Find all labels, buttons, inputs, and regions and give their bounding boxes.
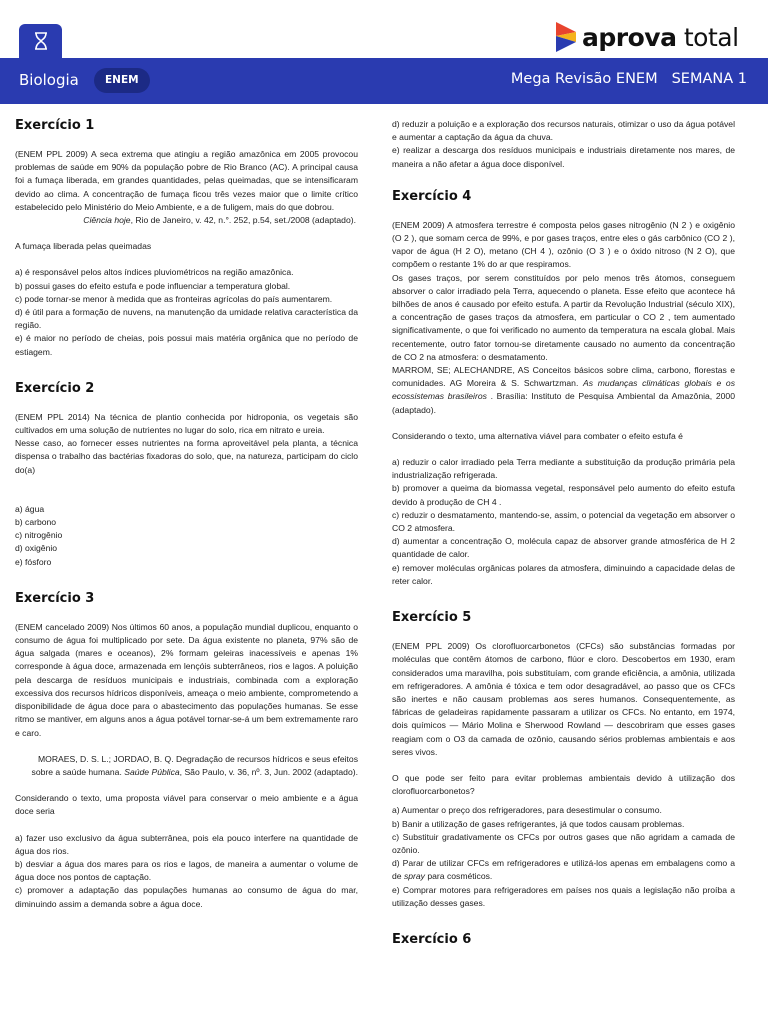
exercise-3-continued [392, 118, 735, 171]
week-label: SEMANA 1 [671, 71, 747, 87]
option-b[interactable]: b) Banir a utilização de gases refrigerantes, já que todos causam problemas. [392, 818, 685, 829]
option-a[interactable]: a) é responsável pelos altos índices pluviométricos na região amazônica. [15, 267, 294, 278]
exercise-stem: (ENEM PPL 2009) A seca extrema que atingiu a região amazônica em 2005 provocou problemas de saúde em 90% da população pobre de Rio Branco (AC). A principal causa foi a fumaça liberada, em grandes quantidades, pelas queimadas, que se intensificaram devido ao clima. A concentração de fumaça ficou três vezes maior que o limite crítico estabelecido pelo Ministério do Meio Ambiente, e a de fuligem, mais do que dobrou. [15, 149, 358, 212]
left-column [15, 118, 358, 933]
exercise-source: MARROM, SE; ALECHANDRE, AS Conceitos básicos sobre clima, carbono, florestas e comunidades. AG Moreira & S. Schwartzman. As mudanças climáticas globais e os ecossistemas brasileiros . Brasília: Instituto de Pesquisa Ambiental da Amazônia, 2000 (adaptado). [392, 365, 736, 415]
brand-logo[interactable] [556, 20, 739, 54]
option-d[interactable]: d) Parar de utilizar CFCs em refrigeradores e utilizá-los apenas em embalagens como a de spray para cosméticos. [392, 858, 735, 882]
exam-badge: ENEM [94, 68, 150, 93]
option-e[interactable]: e) fósforo [15, 556, 52, 567]
exercise-title: Exercício 4 [392, 188, 472, 204]
hourglass-icon [33, 32, 49, 50]
option-b[interactable]: b) possui gases do efeito estufa e pode influenciar a temperatura global. [15, 280, 291, 291]
exercise-question: O que pode ser feito para evitar problemas ambientais devido à utilização dos clorofluorcarbonetos? [392, 772, 735, 797]
exercise-title: Exercício 5 [392, 610, 472, 626]
logo-mark-icon [556, 22, 576, 52]
option-c[interactable]: c) Substituir gradativamente os CFCs por outros gases que não agridam a camada de ozônio. [392, 831, 735, 855]
exercise-stem: Nesse caso, ao fornecer esses nutrientes na forma aproveitável pela planta, a técnica dispensa o trabalho das bactérias fixadoras do solo, que, na natureza, participam do ciclo do(a) [15, 438, 358, 475]
exercise-source: MORAES, D. S. L.; JORDAO, B. Q. Degradação de recursos hídricos e seus efeitos sobre a saúde humana. Saúde Pública, São Paulo, v. 36, nº. 3, Jun. 2002 (adaptado). [31, 753, 358, 777]
option-c[interactable]: c) pode tornar-se menor à medida que as fronteiras agrícolas do país aumentarem. [15, 293, 333, 304]
option-a[interactable]: a) fazer uso exclusivo da água subterrânea, pois ela pouco interfere na quantidade de água dos rios. [15, 832, 358, 856]
option-e[interactable]: e) remover moléculas orgânicas polares da atmosfera, diminuindo a capacidade delas de reter calor. [392, 562, 735, 586]
exercise-title: Exercício 1 [15, 118, 95, 133]
option-c[interactable]: c) promover a adaptação das populações humanas ao consumo de água do mar, diminuindo assim a demanda sobre a água doce. [15, 885, 358, 909]
page-header [0, 58, 768, 104]
option-e[interactable]: e) Comprar motores para refrigeradores em países nos quais a legislação não proíba a utilização desses gases. [392, 884, 735, 908]
hourglass-tab[interactable] [19, 24, 62, 58]
option-d[interactable]: d) reduzir a poluição e a exploração dos recursos naturais, otimizar o uso da água potável e aumentar a captação da água da chuva. [392, 119, 735, 143]
exercise-6 [392, 932, 735, 948]
option-e[interactable]: e) é maior no período de cheias, pois possui mais matéria orgânica que no período de estiagem. [15, 333, 358, 357]
exercise-stem: (ENEM PPL 2009) Os clorofluorcarbonetos (CFCs) são substâncias formadas por moléculas que contêm átomos de carbono, flúor e cloro. Descobertos em 1930, eram considerados uma maravilha, pois substituíam, com grande eficiência, a amônia, utilizada em refrigeradores. A amônia é tóxica e tem odor desagradável, ao passo que os CFCs são inertes e não causam problemas aos seres humanos. Consequentemente, as fábricas de geladeiras rapidamente passaram a utilizar os CFCs. No entanto, em 1974, dois químicos — Mário Molina e Sherwood Rowland — descobriram que esses gases reagiam com o O3 da camada de ozônio, causando sérios problemas ambientais e aos seres vivos. [392, 641, 735, 757]
option-c[interactable]: c) nitrogênio [15, 530, 63, 541]
exercise-question: Considerando o texto, uma alternativa viável para combater o efeito estufa é [392, 430, 683, 441]
option-b[interactable]: b) desviar a água dos mares para os rios e lagos, de maneira a aumentar o volume de água doce nos pontos de captação. [15, 858, 358, 883]
exercise-title: Exercício 2 [15, 380, 95, 396]
subject-label: Biologia [19, 71, 79, 89]
exercise-4 [392, 189, 735, 588]
exercise-1 [15, 118, 358, 359]
option-d[interactable]: d) é útil para a formação de nuvens, na manutenção da umidade relativa característica da região. [15, 307, 358, 331]
option-a[interactable]: a) Aumentar o preço dos refrigeradores, para desestimular o consumo. [392, 805, 662, 816]
option-d[interactable]: d) oxigênio [15, 543, 58, 554]
exercise-source: Ciência hoje, Rio de Janeiro, v. 42, n.°. 252, p.54, set./2008 (adaptado). [83, 215, 356, 226]
exercise-title: Exercício 3 [15, 590, 95, 606]
exercise-title: Exercício 6 [392, 931, 472, 947]
option-a[interactable]: a) reduzir o calor irradiado pela Terra mediante a substituição da produção primária pela industrialização refrigerada. [392, 457, 735, 481]
exercise-stem: (ENEM cancelado 2009) Nos últimos 60 anos, a população mundial duplicou, enquanto o consumo de água foi multiplicado por sete. Da água existente no planeta, 97% são de água salgada (mares e oceanos), 2% formam geleiras inacessíveis e apenas 1% corresponde à água doce, armazenada em lençóis subterrâneos, rios e lagos. A poluição pela descarga de resíduos municipais e industriais, combinada com a exploração excessiva dos recursos hídricos disponíveis, ameaça o meio ambiente, comprometendo a disponibilidade de água doce para o abastecimento das populações humanas. Se esse ritmo se mantiver, em alguns anos a água potável tornar-se-á um bem extremamente raro e caro. [15, 621, 358, 738]
option-a[interactable]: a) água [15, 503, 45, 514]
option-e[interactable]: e) realizar a descarga dos resíduos municipais e industriais diretamente nos mares, de maneira a não afetar a água doce disponível. [392, 145, 735, 169]
right-column [392, 118, 735, 962]
brand-name: aprova total [582, 22, 739, 52]
exercise-2 [15, 381, 358, 569]
option-b[interactable]: b) carbono [15, 517, 57, 528]
option-d[interactable]: d) aumentar a concentração O, molécula capaz de absorver grande atmosférica de H 2 quantidade de calor. [392, 536, 735, 560]
exercise-question: Considerando o texto, uma proposta viável para conservar o meio ambiente e a água doce seria [15, 793, 358, 817]
exercise-3 [15, 591, 358, 911]
exercise-stem: (ENEM 2009) A atmosfera terrestre é composta pelos gases nitrogênio (N 2 ) e oxigênio (O 2 ), que somam cerca de 99%, e por gases traços, entre eles o gás carbônico (CO 2 ), vapor de água (H 2 O), metano (CH 4 ), ozônio (O 3 ) e o óxido nitroso (N 2 O), que compõem o restante 1% do ar que respiramos. [392, 219, 735, 270]
exercise-stem: (ENEM PPL 2014) Na técnica de plantio conhecida por hidroponia, os vegetais são cultivados em uma solução de nutrientes no lugar do solo, rica em nitrato e ureia. [15, 411, 358, 436]
exercise-stem: Os gases traços, por serem constituídos por pelo menos três átomos, conseguem absorver o calor irradiado pela Terra, aquecendo o planeta. Esse efeito que acontece há bilhões de anos é causado por efeito estufa. A partir da Revolução Industrial (século XIX), a concentração de gases traços da atmosfera, em particular o CO 2 , tem aumentado significativamente, o que foi verificado no aumento da temperatura na escala global. Mais recentemente, outro fator tornou-se diretamente causado no aumento da concentração de CO 2 na atmosfera: o desmatamento. [392, 272, 735, 362]
option-c[interactable]: c) reduzir o desmatamento, mantendo-se, assim, o potencial da vegetação em absorver o CO 2 atmosfera. [392, 509, 735, 534]
top-bar [0, 0, 768, 58]
exercise-question: A fumaça liberada pelas queimadas [15, 241, 152, 252]
header-title: Mega Revisão ENEM SEMANA 1 [510, 71, 747, 87]
exercise-5 [392, 610, 735, 910]
option-b[interactable]: b) promover a queima da biomassa vegetal, responsável pelo aumento do efeito estufa devido à produção de CH 4 . [392, 483, 735, 507]
